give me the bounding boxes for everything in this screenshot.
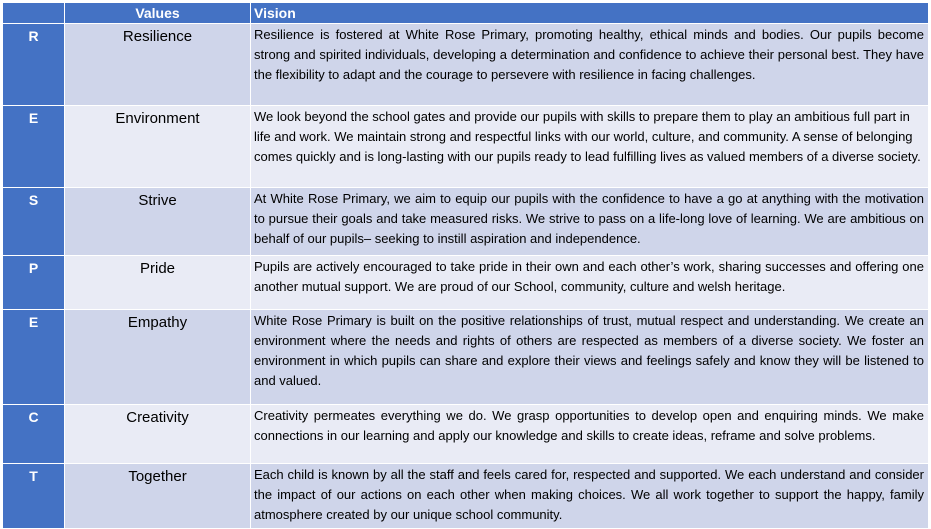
values-vision-table	[2, 2, 929, 529]
values-vision-table-wrapper	[2, 2, 928, 523]
table-row-together	[3, 464, 929, 529]
row-value: Together	[65, 464, 251, 529]
row-letter: E	[3, 106, 65, 188]
header-row	[3, 3, 929, 24]
row-letter: T	[3, 464, 65, 529]
row-letter: E	[3, 310, 65, 405]
table-row-pride	[3, 256, 929, 310]
row-value: Resilience	[65, 24, 251, 106]
row-value: Strive	[65, 188, 251, 256]
row-vision: Resilience is fostered at White Rose Primary, promoting healthy, ethical minds and bodies. Our pupils become strong and spirited individuals, developing a determination and confidence to achieve their personal best. They have the flexibility to adapt and the courage to persevere with resilience in facing challenges.	[251, 24, 929, 106]
row-value: Environment	[65, 106, 251, 188]
row-vision: We look beyond the school gates and provide our pupils with skills to prepare them to play an ambitious full part in life and work. We maintain strong and respectful links with our world, culture, and community. A sense of belonging comes quickly and is long-lasting with our pupils ready to lead fulfilling lives as valued members of a diverse society.	[251, 106, 929, 188]
table-row-strive	[3, 188, 929, 256]
table-header	[3, 3, 929, 24]
table-row-environment	[3, 106, 929, 188]
table-row-resilience	[3, 24, 929, 106]
row-vision: White Rose Primary is built on the positive relationships of trust, mutual respect and understanding. We create an environment where the needs and rights of others are respected as members of a diverse society. We foster an environment in which pupils can share and explore their views and feelings safely and know they will be listened to and valued.	[251, 310, 929, 405]
header-values-cell: Values	[65, 3, 251, 24]
row-value: Empathy	[65, 310, 251, 405]
header-letter-cell	[3, 3, 65, 24]
table-row-creativity	[3, 405, 929, 464]
row-value: Pride	[65, 256, 251, 310]
row-vision: Each child is known by all the staff and feels cared for, respected and supported. We each understand and consider the impact of our actions on each other when making choices. We all work together to support the happy, family atmosphere created by our unique school community.	[251, 464, 929, 529]
table-body	[3, 24, 929, 529]
row-letter: R	[3, 24, 65, 106]
row-vision: Creativity permeates everything we do. We grasp opportunities to develop open and enquiring minds. We make connections in our learning and apply our knowledge and skills to create ideas, reframe and solve problems.	[251, 405, 929, 464]
table-row-empathy	[3, 310, 929, 405]
row-letter: P	[3, 256, 65, 310]
row-letter: C	[3, 405, 65, 464]
header-vision-cell: Vision	[251, 3, 929, 24]
row-vision: At White Rose Primary, we aim to equip our pupils with the confidence to have a go at anything with the motivation to pursue their goals and take measured risks. We strive to pass on a life-long love of learning. We are ambitious on behalf of our pupils– seeking to instill aspiration and independence.	[251, 188, 929, 256]
row-vision: Pupils are actively encouraged to take pride in their own and each other’s work, sharing successes and offering one another mutual support. We are proud of our School, community, culture and welsh heritage.	[251, 256, 929, 310]
row-letter: S	[3, 188, 65, 256]
row-value: Creativity	[65, 405, 251, 464]
